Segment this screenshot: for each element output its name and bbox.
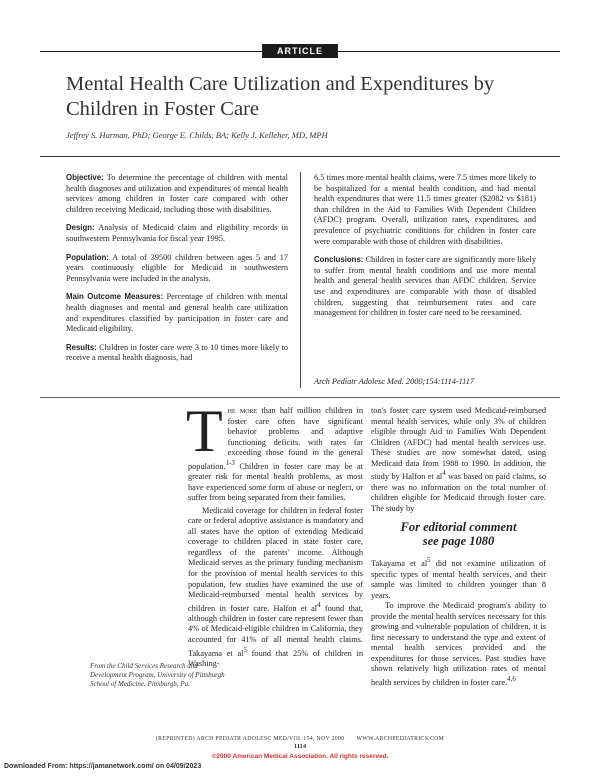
title-separator [40,156,560,157]
editorial-callout[interactable]: For editorial comment see page 1080 [400,520,517,549]
abstract-right-column [314,173,536,327]
abstract-design: Design: Analysis of Medicaid claim and eligibility records in southwestern Pennsylvania for fiscal year 1995. [66,223,288,243]
abstract-separator [40,397,560,398]
download-stamp: Downloaded From: https://jamanetwork.com/ on 04/09/2023 [4,763,202,770]
abstract-left-column [66,173,288,372]
footer-website: WWW.ARCHPEDIATRICS.COM [356,736,445,742]
drop-cap: T [186,398,223,464]
abstract-label: Objective: [66,173,104,182]
abstract-results-continued: 6.5 times more mental health claims, were 7.5 times more likely to be hospitalized for a mental health condition, and had mental health expenditures that were 11.5 times greater ($2082 vs $181) than children in the Aid to Families With Dependent Children (AFDC) program. Overall, utilization rates, expenditures, and prevalence of psychiatric conditions for children in foster care were comparable with those of children with disabilities. [314,173,536,246]
journal-citation: Arch Pediatr Adolesc Med. 2000;154:1114-1117 [314,377,474,386]
abstract-column-divider [300,172,301,388]
page-footer [40,736,560,742]
abstract-population: Population: A total of 39500 children between ages 5 and 17 years continuously eligible for Medicaid in southwestern Pennsylvania were included in the analysis. [66,252,288,283]
article-type-banner: ARTICLE [262,44,338,58]
body-paragraph: Takayama et $al^5$ did not examine utilization of specific types of mental health services, and their sample was limited to children younger than 8 years. [371,557,546,600]
abstract-objective: Objective: To determine the percentage of children with mental health diagnoses and utilization and expenditures of mental health services among children in foster care compared with other children receiving Medicaid, including those with disabilities. [66,173,288,214]
body-paragraph: To improve the Medicaid program's ability to provide the mental health services necessary for this growing and vulnerable population of children, it is first necessary to understand the type and extent of mental health services provided and the expenditures for those services. Past studies have shown relatively high utilization rates of mental health services by children in foster care.$^{4,6}$ [371,601,546,687]
body-paragraph: ton's foster care system used Medicaid-reimbursed mental health services, while only 3% of children eligible through Aid to Families With Dependent Children (AFDC) had mental health services use. These studies are now somewhat dated, using Medicaid data from 1988 to 1990. In addition, the study by Halfon et $al^4$ was based on paid claims, so there was no information on the total number of children eligible for Medicaid through foster care. The study by [371,406,546,513]
abstract-label: Main Outcome Measures: [66,292,164,302]
article-title: Mental Health Care Utilization and Expenditures by Children in Foster Care [66,73,495,120]
copyright-notice: ©2000 American Medical Association. All rights reserved. [211,753,389,760]
body-paragraph: Medicaid coverage for children in federal foster care or federal adoptive assistance is mandatory and all states have the option of extending Medicaid coverage to children placed in state foster care, regardless of the parents' income. Although Medicaid serves as the primary funding mechanism for the provision of mental health services to this population, few studies have examined the use of Medicaid-reimbursed mental health services by children in foster care. Halfon et $al^4$ found that, although children in foster care represent fewer than 4% of Medicaid-eligible children in California, they accounted for 41% of all mental health claims. Takayama et $al^5$ found that 25% of children in Washing- [188,505,363,668]
body-column-right [371,406,546,688]
abstract-label: Results: [66,342,97,352]
body-paragraph: The more than half million children in foster care often have significant behavior problems and adaptive functioning deficits, with rates far exceeding those found in the general population.$^{1-3}$ Children in foster care may be at greater risk for mental health problems, as most have experienced some form of abuse or neglect, or suffer from being separated from their families. [186,398,363,503]
reference-mark: 4,6 [507,676,516,684]
abstract-label: Design: [66,223,95,233]
reference-mark: 1-3 [225,459,235,467]
body-column-left [186,398,363,669]
reference-mark: 4 [317,601,321,609]
reference-mark: 4 [442,470,446,478]
page-number: 1114 [293,743,307,750]
reference-mark: 5 [243,646,247,654]
footer-journal-info: (REPRINTED) ARCH PEDIATR ADOLESC MED/VOL 154, NOV 2000 [155,736,345,742]
author-affiliation: From the Child Services Research and Development Program, University of Pittsburgh School of Medicine, Pittsburgh, Pa. [90,662,225,688]
author-list: Jeffrey S. Harman, PhD; George E. Childs, BA; Kelly J. Kelleher, MD, MPH [66,130,328,140]
reference-mark: 5 [427,557,431,565]
abstract-conclusions: Conclusions: Children in foster care are significantly more likely to suffer from mental health conditions and use more mental health and general health services than AFDC children. Service use and expenditures are comparable with those of disabled children, suggesting that reimbursement rates and care management for children in foster care need to be reexamined. [314,255,536,318]
abstract-outcome-measures: Main Outcome Measures: Percentage of children with mental health diagnoses and mental and general health care utilization and expenditures classified by participation in foster care and Medicaid eligibility. [66,292,288,334]
abstract-label: Population: [66,252,109,262]
abstract-label: Conclusions: [314,255,364,265]
abstract-results: Results: Children in foster care were 3 to 10 times more likely to receive a mental health diagnosis, had [66,342,288,363]
